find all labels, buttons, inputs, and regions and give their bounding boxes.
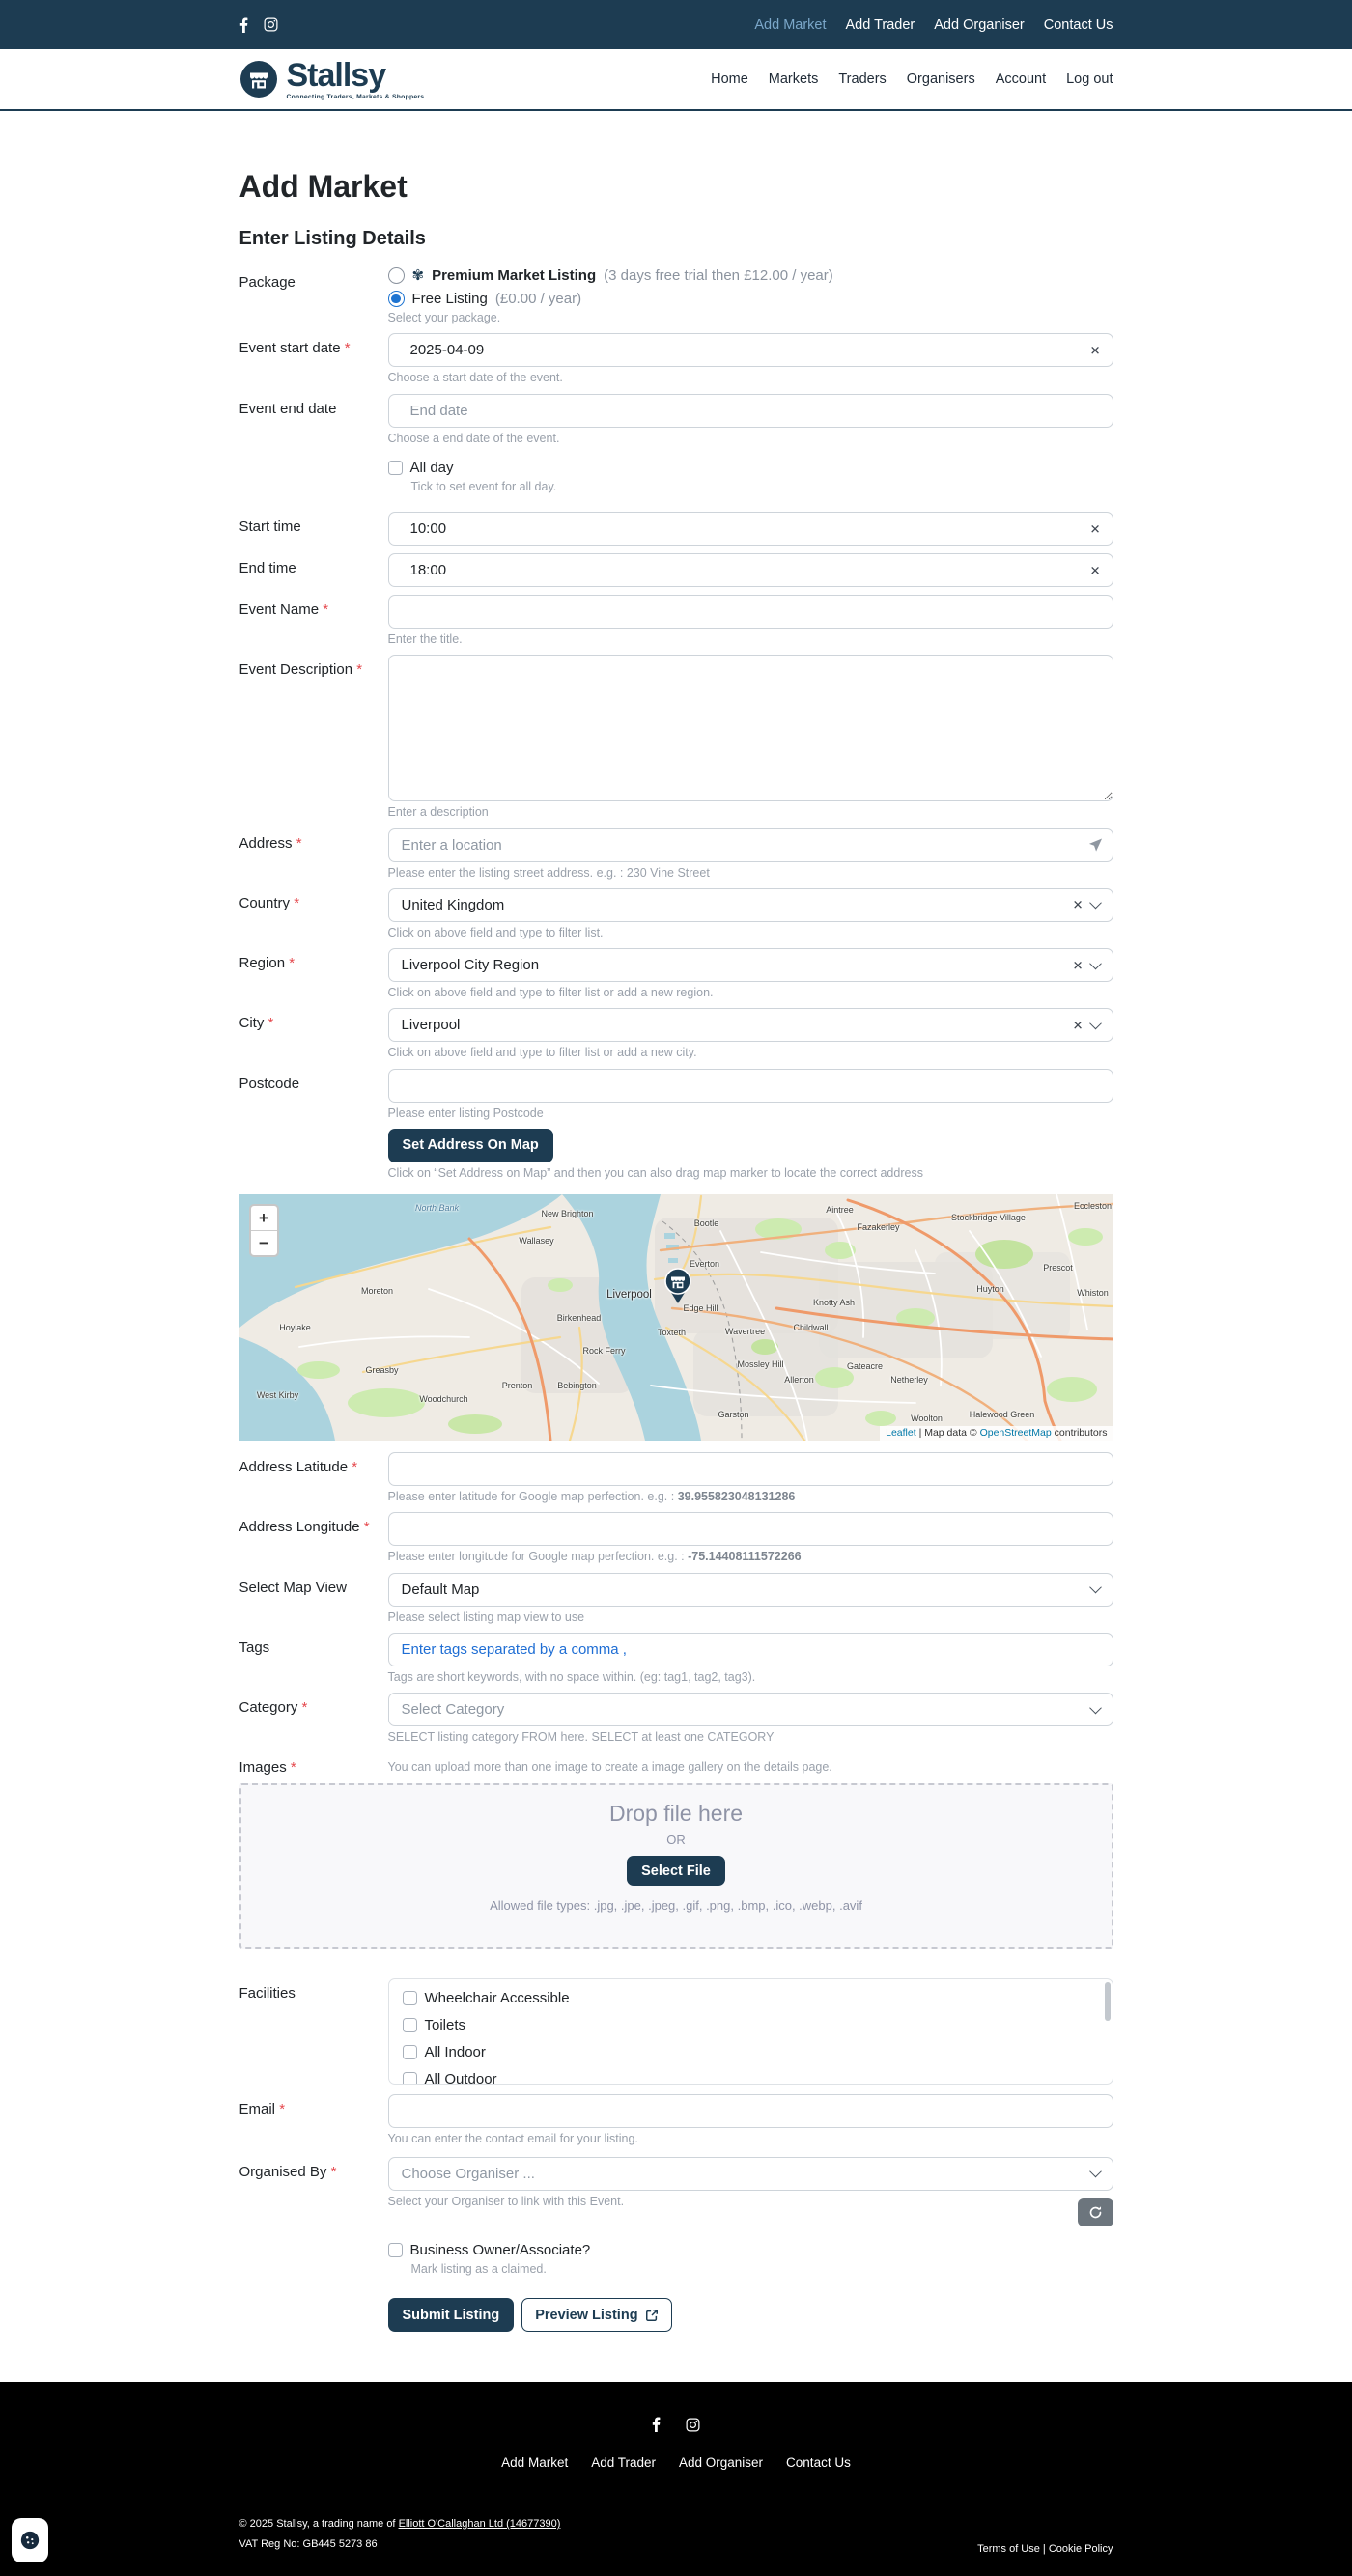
stallsy-logo-icon bbox=[239, 60, 278, 98]
map-label: Bebington bbox=[557, 1381, 597, 1390]
address-label: Address * bbox=[239, 834, 302, 852]
field-country bbox=[239, 888, 1113, 940]
description-textarea[interactable] bbox=[388, 655, 1113, 801]
latitude-label: Address Latitude * bbox=[239, 1459, 358, 1475]
start-time-input[interactable] bbox=[388, 512, 1113, 546]
topbar-link-add-trader[interactable]: Add Trader bbox=[845, 16, 915, 33]
refresh-icon bbox=[1088, 2205, 1103, 2220]
country-select[interactable] bbox=[388, 888, 1113, 922]
city-select[interactable] bbox=[388, 1008, 1113, 1042]
start-date-input[interactable] bbox=[388, 333, 1113, 367]
tags-input[interactable] bbox=[388, 1633, 1113, 1666]
email-label: Email * bbox=[239, 2101, 286, 2118]
footer-link-contact-us[interactable]: Contact Us bbox=[786, 2455, 851, 2470]
nav-home[interactable]: Home bbox=[711, 71, 748, 87]
map-label: Aintree bbox=[826, 1205, 854, 1215]
package-label: Package bbox=[239, 274, 296, 291]
start-time-clear-icon[interactable]: ✕ bbox=[1089, 521, 1101, 536]
map-label: Gateacre bbox=[846, 1361, 884, 1371]
map-label: Whiston bbox=[1077, 1288, 1109, 1298]
map-label: Bootle bbox=[693, 1218, 719, 1228]
field-end-time bbox=[239, 553, 1113, 587]
region-clear-icon[interactable]: ✕ bbox=[1072, 958, 1084, 972]
map-label: Fazakerley bbox=[857, 1222, 900, 1232]
map-label: Childwall bbox=[793, 1323, 829, 1332]
wheelchair-accessible-checkbox[interactable] bbox=[403, 1991, 417, 2005]
topbar-link-add-organiser[interactable]: Add Organiser bbox=[934, 16, 1025, 33]
map-label: New Brighton bbox=[541, 1209, 594, 1218]
map-label: Woodchurch bbox=[419, 1394, 468, 1404]
footer-link-add-market[interactable]: Add Market bbox=[501, 2455, 569, 2470]
preview-listing-button[interactable] bbox=[521, 2298, 671, 2332]
map-label: Knotty Ash bbox=[812, 1298, 856, 1307]
facility-label: All Indoor bbox=[424, 2044, 486, 2061]
dropzone-allowed-types: Allowed file types: .jpg, .jpe, .jpeg, .gif, .png, .bmp, .ico, .webp, .avif bbox=[490, 1898, 862, 1914]
end-time-label: End time bbox=[239, 560, 296, 576]
country-clear-icon[interactable]: ✕ bbox=[1072, 897, 1084, 912]
organiser-select[interactable] bbox=[388, 2157, 1113, 2191]
end-date-help: Choose a end date of the event. bbox=[387, 431, 560, 445]
field-images bbox=[239, 1752, 1113, 1776]
postcode-label: Postcode bbox=[239, 1075, 300, 1092]
category-help: SELECT listing category FROM here. SELECT at least one CATEGORY bbox=[387, 1730, 775, 1744]
footer-social bbox=[0, 2417, 1352, 2432]
tags-help: Tags are short keywords, with no space within. (eg: tag1, tag2, tag3). bbox=[387, 1669, 756, 1684]
map-label: Mossley Hill bbox=[737, 1359, 784, 1369]
field-claim bbox=[239, 2242, 1113, 2277]
map-label: Allerton bbox=[784, 1375, 814, 1385]
end-time-clear-icon[interactable]: ✕ bbox=[1089, 563, 1101, 577]
address-help: Please enter the listing street address. e.g. : 230 Vine Street bbox=[387, 865, 710, 880]
map-attribution: Leaflet | Map data © OpenStreetMap contributors bbox=[880, 1426, 1113, 1441]
footer-links bbox=[0, 2455, 1352, 2470]
map-view-select[interactable] bbox=[388, 1573, 1113, 1607]
email-help: You can enter the contact email for your listing. bbox=[387, 2132, 638, 2146]
package-help: Select your package. bbox=[387, 311, 501, 324]
start-time-label: Start time bbox=[239, 518, 301, 535]
topbar-link-contact-us[interactable]: Contact Us bbox=[1043, 16, 1113, 33]
map-view-label: Select Map View bbox=[239, 1579, 347, 1596]
business-owner-checkbox[interactable] bbox=[388, 2243, 403, 2257]
description-label: Event Description * bbox=[239, 661, 363, 679]
field-postcode bbox=[239, 1069, 1113, 1121]
facilities-scrollbar[interactable] bbox=[1105, 1982, 1111, 2021]
field-organiser bbox=[239, 2157, 1113, 2209]
footer-terms: Terms of Use | Cookie Policy bbox=[977, 2542, 1113, 2555]
facilities-box bbox=[388, 1978, 1113, 2085]
submit-listing-button[interactable]: Submit Listing bbox=[388, 2298, 515, 2332]
email-input[interactable] bbox=[388, 2094, 1113, 2128]
field-tags bbox=[239, 1633, 1113, 1685]
leaflet-link[interactable]: Leaflet bbox=[886, 1427, 916, 1439]
dropzone-or: OR bbox=[666, 1833, 686, 1848]
map-label: Halewood Green bbox=[969, 1410, 1035, 1419]
facility-label: Toilets bbox=[424, 2017, 466, 2034]
event-name-input[interactable] bbox=[388, 595, 1113, 629]
end-time-input[interactable] bbox=[388, 553, 1113, 587]
map-label: North Bank bbox=[414, 1203, 460, 1213]
add-market-form bbox=[239, 111, 1113, 2357]
field-address bbox=[239, 828, 1113, 881]
dropzone-title: Drop file here bbox=[608, 1801, 744, 1827]
all-outdoor-checkbox[interactable] bbox=[403, 2072, 417, 2085]
field-description bbox=[239, 655, 1113, 820]
map-label: Rock Ferry bbox=[582, 1346, 626, 1356]
map-label: Hoylake bbox=[279, 1323, 311, 1332]
map-view-help: Please select listing map view to use bbox=[387, 1610, 585, 1624]
terms-of-use-link[interactable]: Terms of Use bbox=[977, 2542, 1040, 2555]
end-date-label: Event end date bbox=[239, 400, 337, 417]
locate-arrow-icon[interactable] bbox=[1088, 838, 1103, 853]
facility-label: All Outdoor bbox=[424, 2071, 497, 2086]
field-set-address bbox=[239, 1129, 1113, 1181]
map-label: Wallasey bbox=[519, 1236, 554, 1246]
field-email bbox=[239, 2094, 1113, 2146]
organiser-label: Organised By * bbox=[239, 2163, 337, 2180]
site-footer bbox=[0, 2382, 1352, 2576]
section-title: Enter Listing Details bbox=[239, 228, 426, 249]
toilets-checkbox[interactable] bbox=[403, 2018, 417, 2032]
premium-radio[interactable] bbox=[388, 267, 405, 284]
main-nav bbox=[711, 71, 1113, 87]
description-help: Enter a description bbox=[387, 805, 489, 820]
set-address-on-map-button[interactable]: Set Address On Map bbox=[388, 1129, 553, 1162]
map-label: Moreton bbox=[360, 1286, 394, 1296]
field-latitude bbox=[239, 1452, 1113, 1504]
category-select[interactable] bbox=[388, 1693, 1113, 1726]
brand-name: Stallsy bbox=[286, 56, 386, 94]
postcode-help: Please enter listing Postcode bbox=[387, 1106, 544, 1120]
longitude-label: Address Longitude * bbox=[239, 1519, 370, 1536]
event-name-help: Enter the title. bbox=[387, 632, 463, 646]
nav-account[interactable]: Account bbox=[995, 71, 1047, 87]
map-label: Prescot bbox=[1043, 1263, 1073, 1273]
field-longitude bbox=[239, 1512, 1113, 1564]
facilities-label: Facilities bbox=[239, 1985, 296, 2002]
claim-help: Mark listing as a claimed. bbox=[410, 2261, 547, 2276]
topbar-social bbox=[239, 17, 278, 33]
images-label: Images * bbox=[239, 1759, 296, 1777]
facebook-icon[interactable] bbox=[239, 17, 248, 33]
refresh-organisers-button[interactable] bbox=[1078, 2198, 1113, 2226]
country-help: Click on above field and type to filter list. bbox=[387, 925, 604, 939]
zoom-out-button[interactable]: − bbox=[259, 1233, 268, 1252]
map-label: Prenton bbox=[501, 1381, 533, 1390]
all-day-checkbox[interactable] bbox=[388, 461, 403, 475]
form-actions bbox=[239, 2284, 1113, 2332]
premium-option-price: (3 days free trial then £12.00 / year) bbox=[604, 267, 833, 284]
start-date-help: Choose a start date of the event. bbox=[387, 371, 563, 385]
all-day-help: Tick to set event for all day. bbox=[410, 479, 557, 493]
image-dropzone[interactable] bbox=[239, 1783, 1113, 1949]
footer-copyright: © 2025 Stallsy, a trading name of Elliott O'Callaghan Ltd (14677390) VAT Reg No: GB445 5273 86 bbox=[239, 2514, 561, 2555]
zoom-in-button[interactable]: + bbox=[251, 1206, 277, 1231]
event-name-label: Event Name * bbox=[239, 602, 329, 618]
free-listing-radio[interactable] bbox=[388, 291, 405, 307]
all-indoor-checkbox[interactable] bbox=[403, 2045, 417, 2059]
field-all-day bbox=[239, 460, 1113, 494]
map-marker-pin[interactable] bbox=[664, 1268, 691, 1309]
cookie-icon bbox=[19, 2530, 41, 2551]
field-event-name bbox=[239, 595, 1113, 647]
map-label: Liverpool bbox=[606, 1289, 652, 1301]
map-label: Toxteth bbox=[657, 1328, 687, 1337]
brand-tagline: Connecting Traders, Markets & Shoppers bbox=[286, 93, 425, 100]
map-label: Woolton bbox=[911, 1414, 943, 1423]
footer-link-add-organiser[interactable]: Add Organiser bbox=[679, 2455, 764, 2470]
free-option-price: (£0.00 / year) bbox=[494, 291, 582, 307]
field-start-time bbox=[239, 512, 1113, 546]
facility-label: Wheelchair Accessible bbox=[424, 1990, 570, 2007]
organiser-help: Select your Organiser to link with this Event. bbox=[387, 2194, 625, 2208]
footer-link-add-trader[interactable]: Add Trader bbox=[591, 2455, 656, 2470]
map-label: West Kirby bbox=[256, 1390, 299, 1400]
field-city bbox=[239, 1008, 1113, 1060]
vat-number: VAT Reg No: GB445 5273 86 bbox=[239, 2537, 378, 2550]
map-zoom-control bbox=[249, 1204, 279, 1257]
map-label: Birkenhead bbox=[556, 1313, 602, 1323]
select-file-button[interactable]: Select File bbox=[627, 1856, 725, 1886]
region-select[interactable] bbox=[388, 948, 1113, 982]
premium-badge-icon: ✾ bbox=[411, 267, 425, 284]
city-clear-icon[interactable]: ✕ bbox=[1072, 1018, 1084, 1033]
site-header bbox=[0, 49, 1352, 111]
topbar-links bbox=[754, 17, 1113, 33]
nav-logout[interactable]: Log out bbox=[1066, 71, 1113, 87]
map-label: Huyton bbox=[976, 1284, 1004, 1294]
map-label: Everton bbox=[689, 1259, 720, 1269]
brand-logo[interactable] bbox=[239, 56, 425, 100]
field-package bbox=[239, 267, 1113, 325]
city-help: Click on above field and type to filter list or add a new city. bbox=[387, 1046, 697, 1060]
map-label: Netherley bbox=[890, 1375, 928, 1385]
map-label: Wavertree bbox=[724, 1327, 766, 1336]
set-address-help: Click on “Set Address on Map” and then you can also drag map marker to locate the correct address bbox=[387, 1165, 923, 1180]
tags-label: Tags bbox=[239, 1638, 270, 1656]
images-help: You can upload more than one image to create a image gallery on the details page. bbox=[387, 1760, 832, 1775]
latitude-help: Please enter latitude for Google map perfection. e.g. : 39.955823048131286 bbox=[387, 1490, 796, 1503]
instagram-icon[interactable] bbox=[686, 2418, 700, 2432]
map-label: Garston bbox=[718, 1410, 749, 1419]
latitude-input[interactable] bbox=[388, 1452, 1113, 1486]
region-label: Region * bbox=[239, 955, 296, 971]
external-link-icon bbox=[645, 2309, 659, 2322]
postcode-input[interactable] bbox=[388, 1069, 1113, 1103]
field-category bbox=[239, 1693, 1113, 1745]
page-title: Add Market bbox=[239, 169, 408, 204]
leaflet-map[interactable] bbox=[239, 1194, 1113, 1441]
openstreetmap-link[interactable]: OpenStreetMap bbox=[979, 1427, 1052, 1439]
preview-listing-label: Preview Listing bbox=[535, 2307, 638, 2323]
business-owner-label: Business Owner/Associate? bbox=[409, 2241, 591, 2258]
facebook-icon[interactable] bbox=[652, 2417, 661, 2432]
address-input[interactable] bbox=[388, 828, 1113, 862]
city-label: City * bbox=[239, 1015, 274, 1032]
nav-markets[interactable]: Markets bbox=[768, 71, 819, 87]
map-label: Greasby bbox=[365, 1365, 399, 1375]
topbar-link-add-market[interactable]: Add Market bbox=[754, 16, 827, 33]
free-option-label: Free Listing bbox=[411, 291, 488, 307]
cookie-policy-link[interactable]: Cookie Policy bbox=[1048, 2542, 1113, 2555]
longitude-help: Please enter longitude for Google map perfection. e.g. : -75.14408111572266 bbox=[387, 1550, 802, 1564]
region-help: Click on above field and type to filter list or add a new region. bbox=[387, 986, 714, 999]
category-label: Category * bbox=[239, 1699, 308, 1716]
company-link[interactable]: Elliott O'Callaghan Ltd (14677390) bbox=[398, 2518, 561, 2530]
field-facilities bbox=[239, 1978, 1113, 2085]
instagram-icon[interactable] bbox=[264, 17, 278, 32]
field-start-date bbox=[239, 333, 1113, 385]
start-date-clear-icon[interactable]: ✕ bbox=[1089, 343, 1101, 358]
map-tiles bbox=[239, 1194, 1113, 1441]
field-end-date bbox=[239, 394, 1113, 446]
premium-option-label: Premium Market Listing bbox=[432, 267, 597, 284]
cookie-consent-button[interactable] bbox=[12, 2518, 48, 2562]
all-day-label: All day bbox=[409, 459, 454, 476]
top-utility-bar bbox=[0, 0, 1352, 49]
field-region bbox=[239, 948, 1113, 1000]
map-label: Eccleston bbox=[1073, 1201, 1113, 1211]
end-date-input[interactable] bbox=[388, 394, 1113, 428]
longitude-input[interactable] bbox=[388, 1512, 1113, 1546]
map-label: Stockbridge Village bbox=[951, 1213, 1026, 1222]
country-label: Country * bbox=[239, 894, 300, 911]
start-date-label: Event start date * bbox=[239, 340, 351, 357]
field-map-view bbox=[239, 1573, 1113, 1625]
nav-traders[interactable]: Traders bbox=[838, 71, 887, 87]
map-label: Edge Hill bbox=[683, 1303, 718, 1313]
nav-organisers[interactable]: Organisers bbox=[906, 71, 975, 87]
